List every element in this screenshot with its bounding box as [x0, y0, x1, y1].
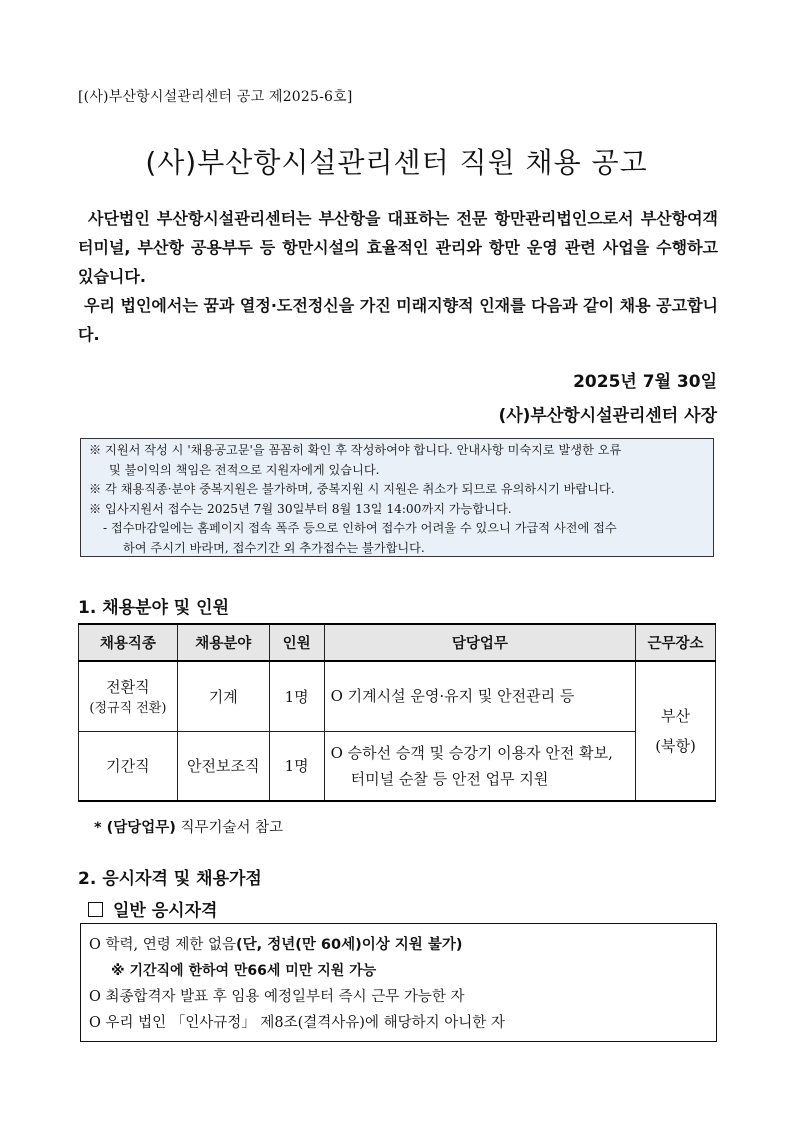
qualification-note: ※ 기간직에 한하여 만66세 미만 지원 가능 — [111, 963, 377, 979]
job-type: 기간직 — [106, 757, 150, 776]
headcount-cell: 1명 — [269, 661, 324, 731]
general-qualification-title: 일반 응시자격 — [113, 901, 218, 921]
recruitment-table — [78, 623, 716, 802]
duty-line: O 기계시설 운영·유지 및 안전관리 등 — [330, 687, 575, 706]
job-type-cell — [79, 661, 178, 731]
job-field-cell: 안전보조직 — [177, 731, 269, 801]
duty-reference-note — [94, 816, 283, 837]
caution-line: ※ 지원서 작성 시 '채용공고문'을 꼼꼼히 확인 후 작성하여야 합니다. 안내사항 미숙지로 발생한 오류 — [89, 443, 622, 457]
caution-line: ※ 각 채용직종·분야 중복지원은 불가하며, 중복지원 시 지원은 취소가 되므로 유의하시기 바랍니다. — [89, 482, 615, 497]
intro-paragraph-1: 사단법인 부산항시설관리센터는 부산항을 대표하는 전문 항만관리법인으로서 부산항여객터미널, 부산항 공용부두 등 항만시설의 효율적인 관리와 항만 운영 관련 사업을 수행하고 있습니다. — [78, 209, 718, 286]
duty-line: 터미널 순찰 등 안전 업무 지원 — [350, 769, 549, 788]
qualification-box — [80, 923, 717, 1042]
general-qualification-heading — [88, 896, 217, 921]
notice-number: [(사)부산항시설관리센터 공고 제2025-6호] — [78, 89, 353, 105]
job-field-cell: 기계 — [177, 661, 269, 731]
caution-line: - 접수마감일에는 홈페이지 접속 폭주 등으로 인하여 접수가 어려울 수 있으니 가급적 사전에 접수 — [103, 521, 617, 536]
location: 부산 — [661, 707, 691, 725]
checkbox-square-icon — [88, 902, 103, 917]
reference-text: 직무기술서 참고 — [175, 820, 284, 836]
qualification-emphasis: (단, 정년(만 60세)이상 지원 불가) — [236, 937, 463, 953]
header-cell: 근무장소 — [636, 624, 716, 661]
reference-label: * (담당업무) — [94, 820, 176, 836]
duty-cell — [324, 661, 635, 731]
caution-line: 및 불이익의 책임은 전적으로 지원자에게 있습니다. — [109, 462, 380, 477]
section-2-title: 2. 응시자격 및 채용가점 — [78, 869, 262, 889]
caution-line: ※ 입사지원서 접수는 2025년 7월 30일부터 8월 13일 14:00까지 가능합니다. — [89, 501, 512, 516]
header-cell: 채용분야 — [177, 624, 269, 661]
notice-caution-box — [80, 438, 714, 557]
job-type-cell — [79, 731, 178, 801]
page-title: (사)부산항시설관리센터 직원 채용 공고 — [145, 146, 648, 179]
qualification-item — [89, 932, 706, 958]
qualification-item: O 최종합격자 발표 후 임용 예정일부터 즉시 근무 가능한 자 — [89, 989, 465, 1005]
header-cell: 담당업무 — [324, 624, 635, 661]
section-1-title: 1. 채용분야 및 인원 — [78, 598, 229, 618]
table-row — [79, 661, 716, 731]
intro-text — [78, 204, 718, 349]
job-type-sub: (정규직 전환) — [89, 701, 167, 717]
caution-line: 하여 주시기 바라며, 접수기간 외 추가접수는 불가합니다. — [123, 540, 425, 555]
table-row — [79, 731, 716, 801]
table-header-row — [79, 624, 716, 661]
qualification-text: O 학력, 연령 제한 없음 — [89, 937, 236, 953]
notice-signer: (사)부산항시설관리센터 사장 — [498, 406, 717, 426]
duty-line: O 승하선 승객 및 승강기 이용자 안전 확보, — [330, 743, 613, 762]
qualification-item: O 우리 법인 「인사규정」 제8조(결격사유)에 해당하지 아니한 자 — [89, 1015, 505, 1031]
location-cell — [636, 661, 716, 801]
intro-paragraph-2: 우리 법인에서는 꿈과 열정·도전정신을 가진 미래지향적 인재를 다음과 같이 채용 공고합니다. — [78, 296, 718, 344]
job-type: 전환직 — [106, 678, 150, 697]
location-sub: (북항) — [655, 737, 696, 755]
header-cell: 인원 — [269, 624, 324, 661]
notice-date: 2025년 7월 30일 — [573, 372, 717, 392]
header-cell: 채용직종 — [79, 624, 178, 661]
duty-cell — [324, 731, 635, 801]
headcount-cell: 1명 — [269, 731, 324, 801]
